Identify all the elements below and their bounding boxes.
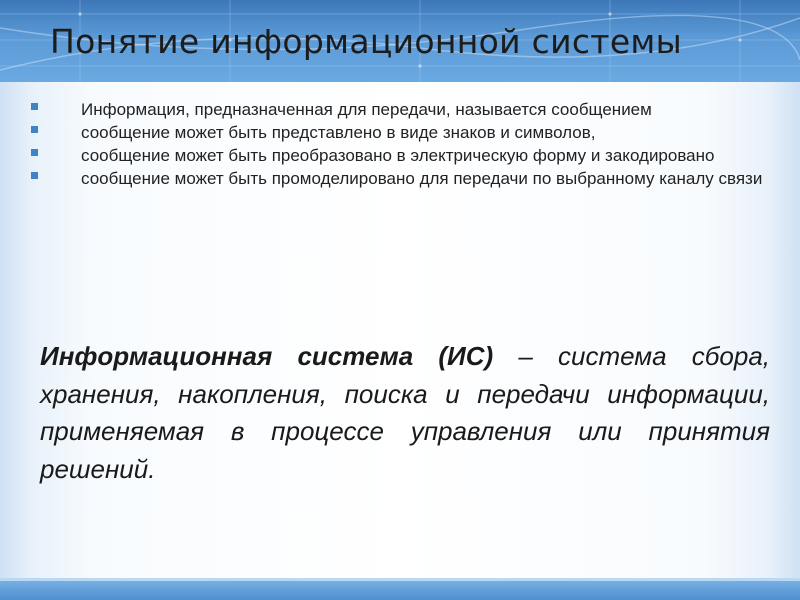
bottom-bar (0, 578, 800, 600)
bullet-item (28, 169, 773, 189)
title-bar (0, 0, 800, 82)
bottom-bar-highlight (0, 578, 800, 581)
slide-title: Понятие информационной системы (50, 22, 682, 61)
bullet-list (28, 100, 773, 192)
square-bullet-icon (31, 126, 38, 133)
square-bullet-icon (31, 172, 38, 179)
bullet-text: Информация, предназначенная для передачи, называется сообщением (81, 100, 652, 119)
definition-paragraph (40, 338, 770, 488)
bullet-item (28, 123, 773, 143)
bullet-item (28, 146, 773, 166)
bullet-item (28, 100, 773, 120)
bullet-text: сообщение может быть промоделировано для передачи по выбранному каналу связи (81, 169, 763, 188)
bullet-text: сообщение может быть представлено в виде знаков и символов, (81, 123, 596, 142)
square-bullet-icon (31, 103, 38, 110)
definition-term: Информационная система (ИС) (40, 341, 494, 371)
square-bullet-icon (31, 149, 38, 156)
definition-body: – система сбора, хранения, накопления, поиска и передачи информации, применяемая в процессе управления или принятия решений. (40, 341, 770, 484)
bullet-text: сообщение может быть преобразовано в электрическую форму и закодировано (81, 146, 715, 165)
slide-content (0, 82, 800, 578)
